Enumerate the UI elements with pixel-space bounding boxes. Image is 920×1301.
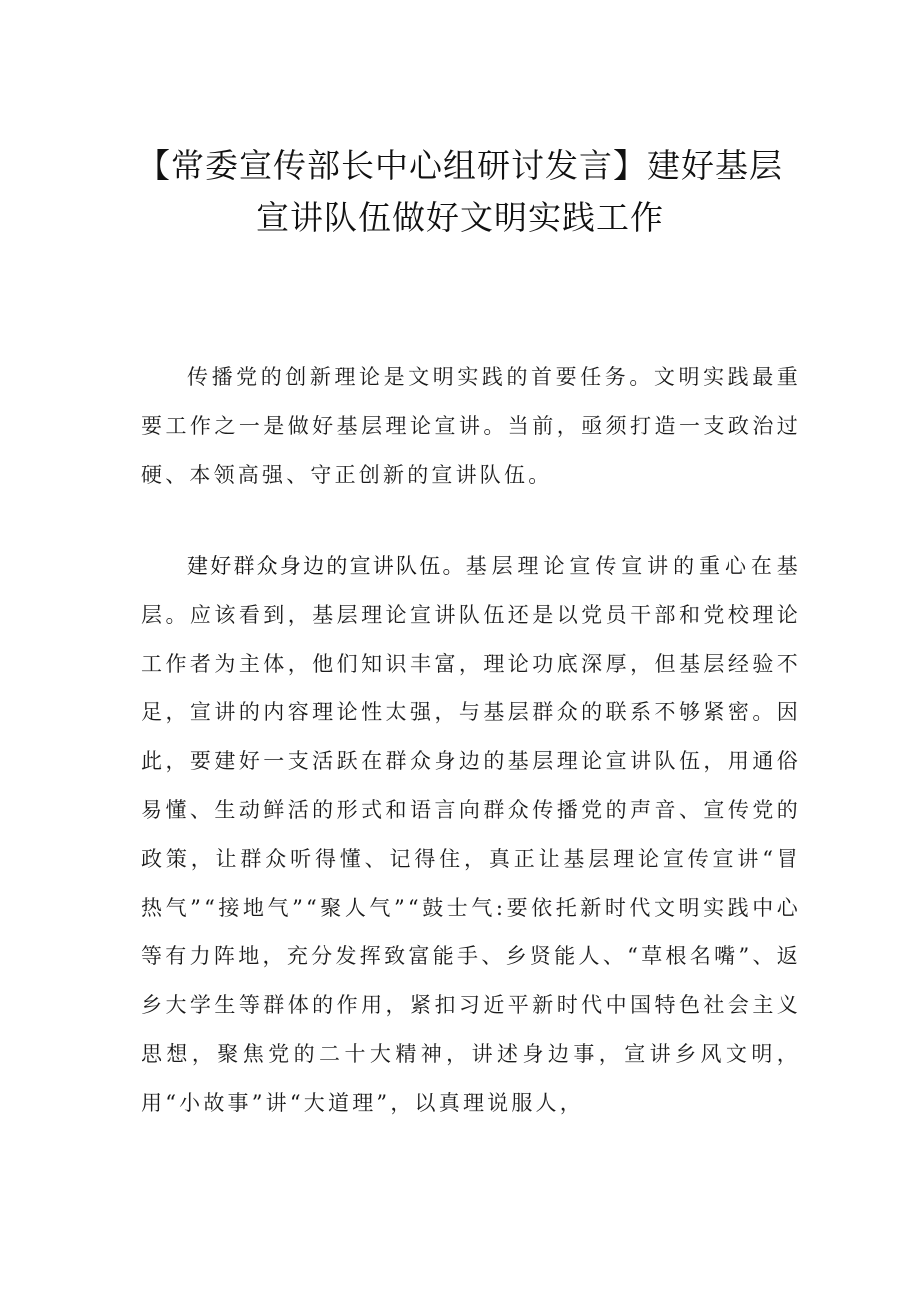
paragraph-team-building-text: 基层理论宣传宣讲的重心在基层。应该看到，基层理论宣讲队伍还是以党员干部和党校理论工作者为主体，他们知识丰富，理论功底深厚，但基层经验不足，宣讲的内容理论性太强，与基层群众的联系不够紧密。因此，要建好一支活跃在群众身边的基层理论宣讲队伍，用通俗易懂、生动鲜活的形式和语言向群众传播党的声音、宣传党的政策，让群众听得懂、记得住，真正让基层理论宣传宣讲“冒热气”“接地气”“聚人气”“鼓士气:要依托新时代文明实践中心等有力阵地，充分发挥致富能手、乡贤能人、“草根名嘴”、返乡大学生等群体的作用，紧扣习近平新时代中国特色社会主义思想，聚焦党的二十大精神，讲述身边事，宣讲乡风文明，用“小故事”讲“大道理”，以真理说服人， [141,554,801,1115]
document-title-line-1: 【常委宣传部长中心组研讨发言】建好基层 [137,146,783,185]
paragraph-team-building [141,542,801,1128]
paragraph-lead-heading: 建好群众身边的宣讲队伍。 [187,554,466,578]
paragraph-intro-text: 传播党的创新理论是文明实践的首要任务。文明实践最重要工作之一是做好基层理论宣讲。当前，亟须打造一支政治过硬、本领高强、守正创新的宣讲队伍。 [141,365,801,487]
document-title-line-2: 宣讲队伍做好文明实践工作 [256,198,664,237]
paragraph-intro [141,353,801,499]
